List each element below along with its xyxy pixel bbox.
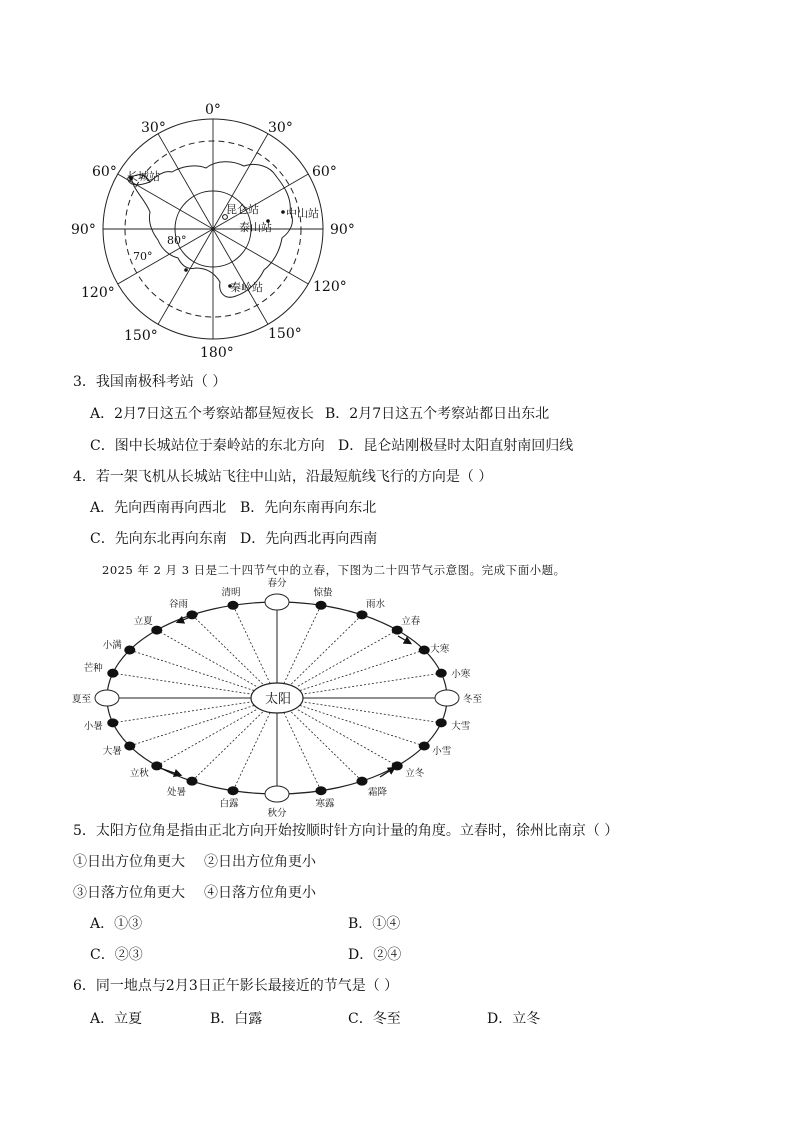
term-label-daxue: 大雪 [451,720,471,732]
term-label-xiazhi: 夏至 [71,694,91,705]
lon-label-90e: 90° [330,222,355,238]
lon-label-60w: 60° [92,164,117,180]
station-label-kunlun: 昆仑站 [226,203,259,216]
node-yushui [357,610,368,619]
q3-option-c[interactable]: C．图中长城站位于秦岭站的东北方向 [90,438,325,454]
q5-option-a[interactable]: A．①③ [90,916,143,932]
lon-label-150e: 150° [268,326,302,342]
node-xiaoman [124,646,135,655]
q4-option-a[interactable]: A．先向西南再向西北 [90,500,227,516]
term-label-chunfen: 春分 [267,578,287,589]
node-dongzhi [435,690,459,706]
lon-label-120e: 120° [313,279,347,295]
section-intro: 2025 年 2 月 3 日是二十四节气中的立春，下图为二十四节气示意图。完成下面小题。 [102,563,566,577]
lon-label-90w: 90° [71,222,96,238]
lon-label-30w: 30° [141,120,166,136]
q6-stem: 6．同一地点与2月3日正午影长最接近的节气是（ ） [73,978,399,994]
q6-option-c[interactable]: C．冬至 [348,1011,401,1027]
term-label-lixia: 立夏 [133,616,153,628]
q5-option-d[interactable]: D．②④ [348,947,402,963]
term-label-chushu: 处暑 [166,787,186,799]
term-label-qingming: 清明 [221,587,241,599]
coast-point-marker [184,268,188,272]
term-label-lichun: 立春 [401,616,421,628]
station-label-taishan: 泰山站 [239,221,272,234]
q6-option-d[interactable]: D．立冬 [487,1011,541,1027]
term-label-mangzhong: 芒种 [83,663,103,675]
term-label-xiaoxue: 小雪 [432,746,452,757]
term-label-liqiu: 立秋 [129,767,149,779]
q5-option-c[interactable]: C．②③ [90,947,143,963]
node-qingming [228,601,239,610]
q5-statement-2: ②日出方位角更小 [204,854,316,870]
station-label-changcheng: 长城站 [127,170,160,183]
term-label-guyu: 谷雨 [168,598,188,610]
node-liqiu [151,761,162,770]
station-label-zhongshan: 中山站 [286,207,319,220]
term-label-yushui: 雨水 [366,598,386,610]
term-label-dongzhi: 冬至 [463,694,483,705]
term-label-shuangjiang: 霜降 [368,787,388,799]
node-xiaohan [436,669,447,678]
term-label-dashu: 大暑 [102,746,122,757]
q5-statement-4: ④日落方位角更小 [204,885,316,901]
node-dashu [124,742,135,751]
lon-label-150w: 150° [124,328,158,344]
q4-option-c[interactable]: C．先向东北再向东南 [90,531,227,547]
orbit-arrow-bottom-left [160,768,180,775]
zhongshan-marker [281,210,285,214]
term-label-qiufen: 秋分 [267,808,287,819]
term-label-xiaoman: 小满 [102,640,122,651]
term-label-bailu: 白露 [219,798,239,810]
solar-terms-diagram [71,578,490,819]
term-label-jingzhe: 惊蛰 [313,587,333,599]
node-xiazhi [95,690,119,706]
q4-stem: 4．若一架飞机从长城站飞往中山站，沿最短航线飞行的方向是（ ） [73,469,493,485]
lon-label-30e: 30° [268,120,293,136]
sun-label: 太阳 [265,692,292,707]
node-bailu [228,786,239,795]
lon-label-180: 180° [200,345,234,361]
lon-label-60e: 60° [312,164,337,180]
node-xiaoshu [107,718,118,727]
term-label-lidong: 立冬 [405,767,425,779]
q5-statement-3: ③日落方位角更大 [73,885,185,901]
node-shuangjiang [357,777,368,786]
node-chushu [187,777,198,786]
term-label-xiaoshu: 小暑 [83,720,103,732]
lat-label-70: 70° [133,250,153,263]
lon-label-0: 0° [205,102,221,118]
station-label-qinling: 秦岭站 [230,281,263,294]
term-label-xiaohan: 小寒 [451,669,471,681]
q6-option-a[interactable]: A．立夏 [90,1011,143,1027]
q5-option-b[interactable]: B．①④ [348,916,401,932]
node-chunfen [265,594,289,610]
node-daxue [436,718,447,727]
q3-stem: 3．我国南极科考站（ ） [73,374,227,390]
node-mangzhong [107,669,118,678]
node-xiaoxue [419,742,430,751]
node-jingzhe [315,601,326,610]
term-label-dahan: 大寒 [430,644,450,655]
lon-label-120w: 120° [81,285,115,301]
q5-stem: 5．太阳方位角是指由正北方向开始按顺时针方向计量的角度。立春时，徐州比南京（ ） [73,823,619,839]
q3-option-a[interactable]: A．2月7日这五个考察站都昼短夜长 [90,406,314,422]
lat-label-80: 80° [167,234,187,247]
node-dahan [419,646,430,655]
q4-option-b[interactable]: B．先向东南再向东北 [240,500,377,516]
node-qiufen [265,786,289,802]
q6-option-b[interactable]: B．白露 [210,1011,263,1027]
q3-option-d[interactable]: D．昆仑站刚极昼时太阳直射南回归线 [338,438,574,454]
antarctica-polar-map [71,95,365,365]
q5-statement-1: ①日出方位角更大 [73,854,185,870]
q4-option-d[interactable]: D．先向西北再向西南 [240,531,378,547]
node-hanlu [315,786,326,795]
term-label-hanlu: 寒露 [315,798,335,810]
node-lixia [151,626,162,635]
q3-option-b[interactable]: B．2月7日这五个考察站都日出东北 [325,406,550,422]
orbit-arrow-right-bottom [380,768,394,777]
